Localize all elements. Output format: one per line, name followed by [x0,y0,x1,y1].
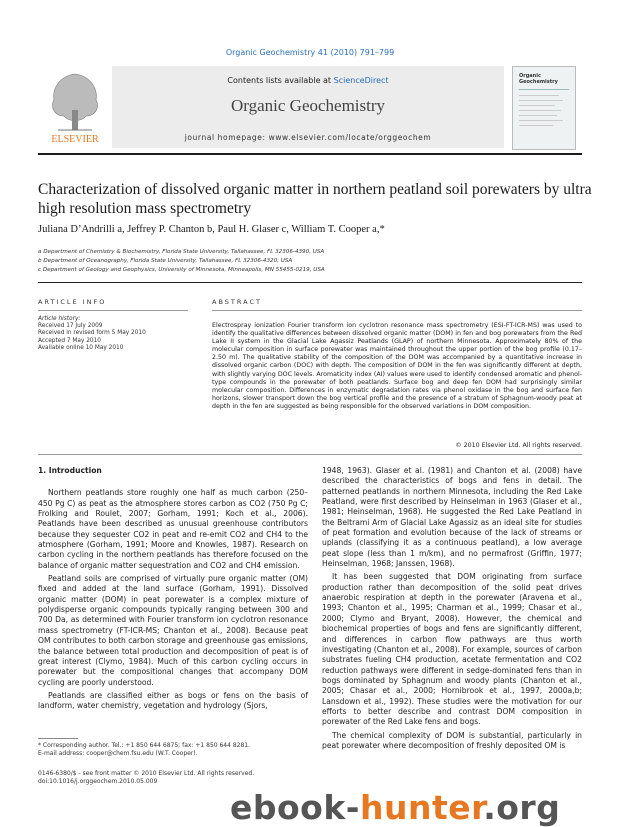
abstract-rule [212,310,582,311]
header-rule [38,153,582,155]
body-paragraph: The chemical complexity of DOM is substantial, particularly in peat porewater where decomposition of freshly deposited OM is [322,730,582,750]
body-paragraph: Northern peatlands store roughly one half as much carbon (250–450 Pg C) as peat as the atmosphere stores carbon as CO2 (750 Pg C; Frolking and Roulet, 2007; Gorham, 1991; Koch et al., 2006). Peatlands have been described as unusual greenhouse contributors because they sequester CO2 in peat and re-emit CO2 and CH4 to the atmosphere (Gorham, 1991; Moore and Knowles, 1987). Research on carbon cycling in the northern peatlands has therefore focused on the balance of organic matter sequestration and CO2 and CH4 emission. [38,488,308,570]
intro-heading: 1. Introduction [38,466,102,475]
author-email[interactable]: E-mail address: cooper@chem.fsu.edu (W.T. Cooper). [38,750,198,757]
footnote-rule [38,738,78,739]
body-paragraph: Peatlands are classified either as bogs or fens on the basis of landform, water chemistry, vegetation and hydrology (Sjors, [38,690,308,711]
author-list: Juliana D’Andrilli a, Jeffrey P. Chanton b, Paul H. Glaser c, William T. Cooper a,* [38,224,385,235]
journal-cover-thumbnail [512,66,576,150]
article-info-label: ARTICLE INFO [38,298,107,306]
affiliation-a: a Department of Chemistry & Biochemistry, Florida State University, Tallahassee, FL 32306-4390, USA [38,249,325,255]
body-paragraph: 1948, 1963). Glaser et al. (1981) and Chanton et al. (2008) have described the characteristics of bogs and fens in detail. The patterned peatlands in northern Minnesota, including the Red Lake Peatland, were first described by Heinselman in 1963 (Glaser et al., 1981; Heinselman, 1968). He suggested the Red Lake Peatland in the Beltrami Arm of Glacial Lake Agassiz as an ideal site for studies of peat formation and evolution because of the lack of streams or uplands (classifying it as a continuous peatland), a low average peat slope (less than 1 m/km), and no permafrost (Griffin, 1977; Heinselman, 1968; Janssen, 1968). [322,466,582,569]
footnote [38,742,308,758]
elsevier-wordmark: ELSEVIER [51,134,99,145]
history-label: Article history: [38,316,81,322]
watermark-part: hunter [360,788,484,827]
body-column-left [38,466,308,715]
section-rule [38,282,582,283]
body-paragraph: Peatland soils are comprised of virtually pure organic matter (OM) fixed and added at the land surface (Gorham, 1991). Dissolved organic matter (DOM) in peat porewater is a complex mixture of polydisperse organic compounds typically ranging between 300 and 700 Da, as determined with Fourier transform ion cyclotron resonance mass spectrometry (FT-ICR-MS; Chanton et al., 2008). Because peat OM contributes to both carbon storage and greenhouse gas emissions, the balance between total production and decomposition of peat is of great interest (Clymo, 1984). Much of this carbon cycling occurs in porewater but the compositional changes that accompany DOM cycling are poorly understood. [38,574,308,687]
doi-link[interactable]: doi:10.1016/j.orggeochem.2010.05.009 [38,778,158,785]
affiliation-b: b Department of Oceanography, Florida State University, Tallahassee, FL 32306-4320, USA [38,258,293,264]
abstract-end-rule [38,454,582,455]
abstract-text: Electrospray ionization Fourier transform ion cyclotron resonance mass spectrometry (ESI-FT-ICR-MS) was used to identify the qualitative differences between dissolved organic matter (DOM) in fen and bog porewaters from the Red Lake II system in the Glacial Lake Agassiz Peatlands (GLAP) of northern Minnesota. Approximately 80% of the molecular composition in surface porewater was maintained throughout the upper portion of the bog profile (0.17–2.50 m). The qualitative stability of the composition of the DOM was accompanied by a quantitative increase in dissolved organic carbon (DOC) with depth. The composition of DOM in the fen was significantly different at depth, with slightly varying DOC levels. Aromaticity index (AI) values were used to identify condensed aromatic and phenol-type compounds in the porewater of both peatlands. Surface bog and deep fen DOM had surprisingly similar molecular composition. Differences in enzymatic degradation rates via phenol oxidase in the bog and surface fen horizons, slower transport down the bog vertical profile and the presence of a stratum of Sphagnum-woody peat at depth in the fen are suggested as being responsible for the observed variations in DOM composition. [212,322,582,410]
cover-title: Organic Geochemistry [519,73,558,85]
journal-name: Organic Geochemistry [230,96,386,115]
article-history [38,316,188,352]
history-received: Received 17 July 2009 [38,323,103,330]
article-title: Characterization of dissolved organic matter in northern peatland soil porewaters by ultra high resolution mass spectrometry [38,181,592,217]
history-accepted: Accepted 7 May 2010 [38,337,101,344]
contents-line [112,76,504,85]
watermark [230,788,610,827]
issn-line: 0146-6380/$ - see front matter © 2010 Elsevier Ltd. All rights reserved. [38,770,255,777]
abstract-label: ABSTRACT [212,298,262,306]
body-column-right [322,466,582,754]
journal-reference[interactable]: Organic Geochemistry 41 (2010) 791–799 [225,48,395,57]
affiliation-c: c Department of Geology and Geophysics, University of Minnesota, Minneapolis, MN 55455-0219, USA [38,267,325,273]
elsevier-logo [40,66,110,146]
corresponding-author: * Corresponding author. Tel.: +1 850 644 6875; fax: +1 850 644 8281. [38,742,251,749]
watermark-part: .org [483,788,561,827]
article-info-rule [38,310,188,311]
body-paragraph: It has been suggested that DOM originating from surface production rather than decomposition of the solid peat drives anaerobic respiration at depth in the porewater (Aravena et al., 1993; Chanton et al., 1995; Charman et al., 1999; Chasar et al., 2000; Clymo and Bryant, 2008). However, the chemical and biochemical properties of bogs and fens are significantly different, and differences in carbon flow pathways are thus worth investigating (Chanton et al., 2008). For example, sources of carbon substrates fueling CH4 production, acetate fermentation and CO2 reduction pathways were different in sedge-dominated fens than in bogs dominated by Sphagnum and woody plants (Chanton et al., 2005; Chasar et al., 2000; Hornibrook et al., 1997, 2000a,b; Lansdown et al., 1992). These studies were the motivation for our efforts to better describe and contrast DOM composition in porewater of the Red Lake fens and bogs. [322,572,582,727]
issn-doi [38,770,308,786]
journal-homepage[interactable]: journal homepage: www.elsevier.com/locate/orggeochem [184,133,432,142]
contents-prefix: Contents lists available at [227,76,334,85]
watermark-part: ebook- [230,788,360,827]
history-online: Available online 10 May 2010 [38,344,124,351]
history-revised: Received in revised form 5 May 2010 [38,330,146,337]
sciencedirect-link[interactable]: ScienceDirect [333,76,389,85]
abstract-copyright: © 2010 Elsevier Ltd. All rights reserved. [455,442,582,449]
